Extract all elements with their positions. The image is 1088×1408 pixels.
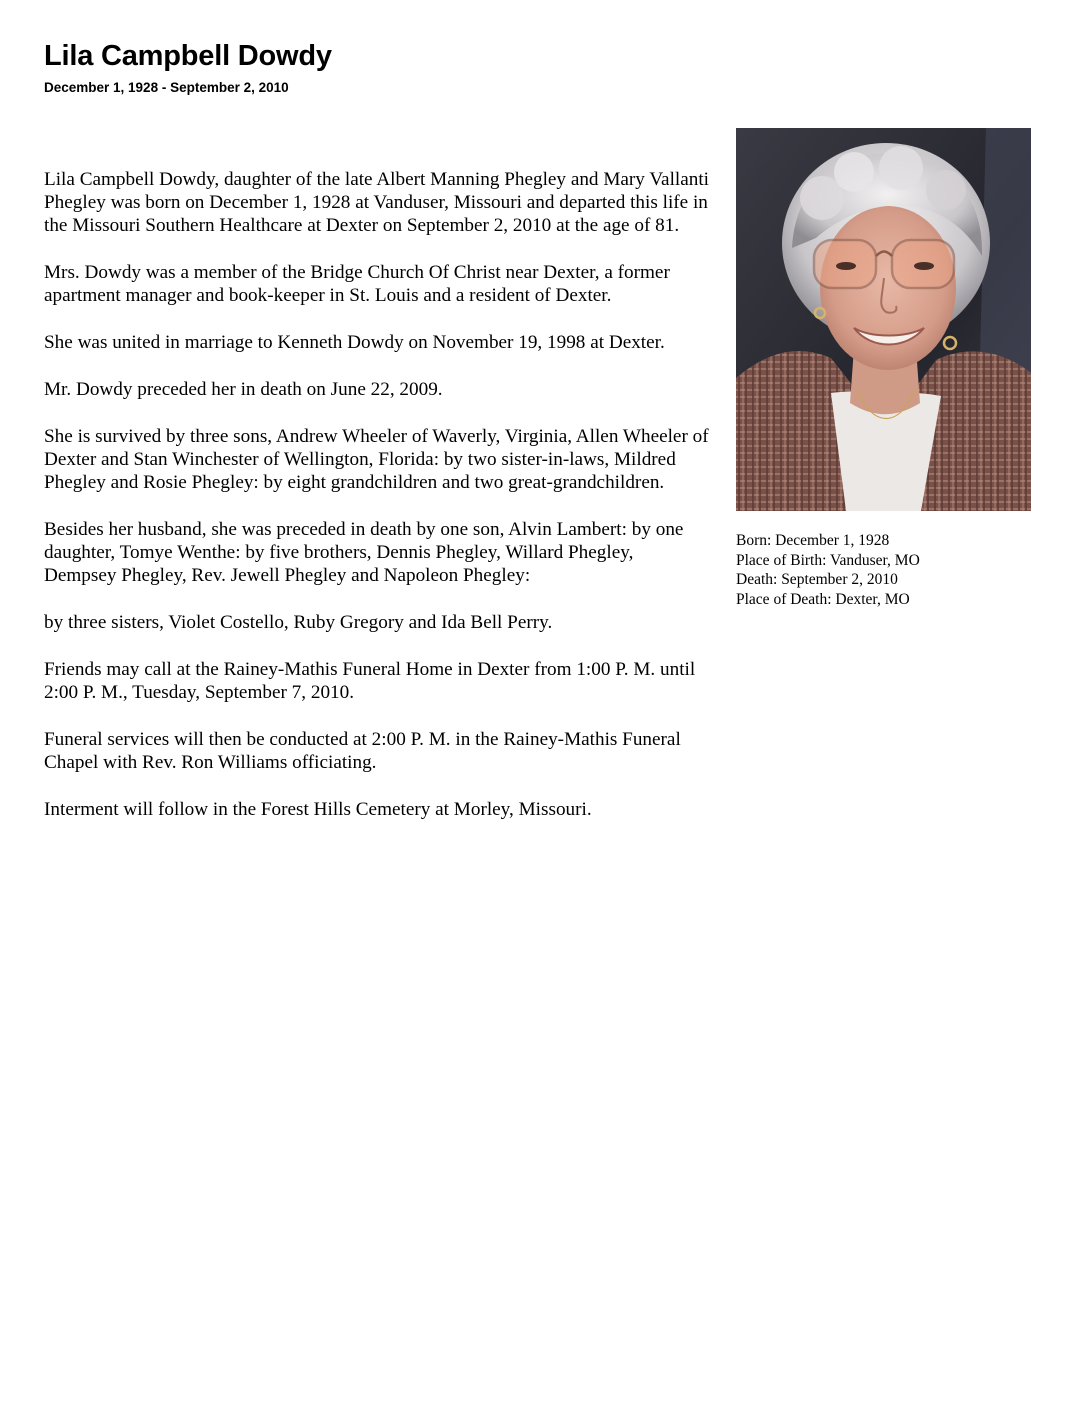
obituary-paragraph: Interment will follow in the Forest Hills Cemetery at Morley, Missouri. [44,799,592,820]
obituary-name: Lila Campbell Dowdy [44,40,332,72]
fact-place-of-birth: Place of Birth: Vanduser, MO [736,551,920,569]
vital-facts [736,531,920,609]
fact-place-of-death: Place of Death: Dexter, MO [736,590,910,608]
obituary-paragraph: She was united in marriage to Kenneth Dowdy on November 19, 1998 at Dexter. [44,332,665,353]
portrait-photo [736,128,1031,511]
life-dates: December 1, 1928 - September 2, 2010 [44,80,289,95]
fact-death: Death: September 2, 2010 [736,571,898,588]
obituary-paragraph: Mrs. Dowdy was a member of the Bridge Church Of Christ near Dexter, a former apartment manager and book-keeper in St. Louis and a resident of Dexter. [44,262,670,306]
fact-born: Born: December 1, 1928 [736,532,890,549]
obituary-paragraph: Mr. Dowdy preceded her in death on June 22, 2009. [44,379,443,400]
obituary-paragraph: Besides her husband, she was preceded in death by one son, Alvin Lambert: by one daughter, Tomye Wenthe: by five brothers, Dennis Phegley, Willard Phegley, Dempsey Phegley, Rev. Jewell Phegley and Napoleon Phegley: [44,519,684,586]
obituary-paragraph: Funeral services will then be conducted at 2:00 P. M. in the Rainey-Mathis Funeral Chapel with Rev. Ron Williams officiating. [44,729,681,773]
obituary-text [44,168,709,845]
obituary-paragraph: Lila Campbell Dowdy, daughter of the late Albert Manning Phegley and Mary Vallanti Phegley was born on December 1, 1928 at Vanduser, Missouri and departed this life in the Missouri Southern Healthcare at Dexter on September 2, 2010 at the age of 81. [44,169,710,236]
obituary-paragraph: by three sisters, Violet Costello, Ruby Gregory and Ida Bell Perry. [44,612,553,633]
obituary-paragraph: Friends may call at the Rainey-Mathis Funeral Home in Dexter from 1:00 P. M. until 2:00 P. M., Tuesday, September 7, 2010. [44,659,696,703]
obituary-paragraph: She is survived by three sons, Andrew Wheeler of Waverly, Virginia, Allen Wheeler of Dexter and Stan Winchester of Wellington, Florida: by two sister-in-laws, Mildred Phegley and Rosie Phegley: by eight grandchildren and two great-grandchildren. [44,426,709,493]
